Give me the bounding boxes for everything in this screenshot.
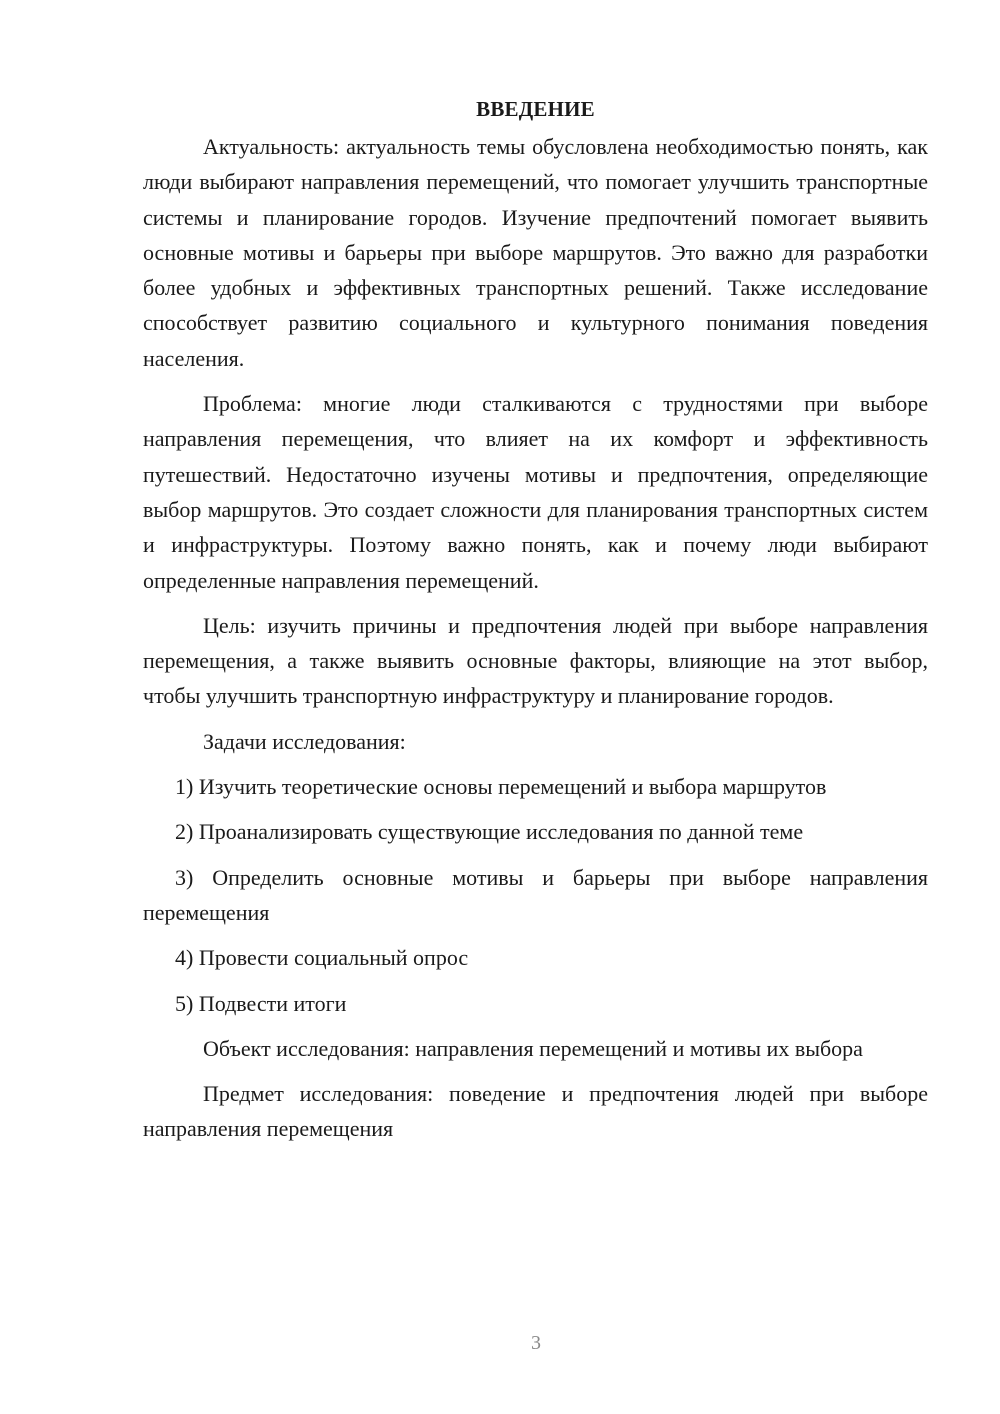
task-item-4: 4) Провести социальный опрос xyxy=(175,945,469,971)
paragraph-relevance: Актуальность: актуальность темы обусловлена необходимостью понять, как люди выбирают направления перемещений, что помогает улучшить транспортные системы и планирование городов. Изучение предпочтений помогает выявить основные мотивы и барьеры при выборе маршрутов. Это важно для разработки более удобных и эффективных транспортных решений. Также исследование способствует развитию социального и культурного понимания поведения населения. xyxy=(143,134,928,371)
paragraph-object: Объект исследования: направления перемещений и мотивы их выбора xyxy=(203,1035,863,1061)
task-item-5: 5) Подвести итоги xyxy=(175,990,347,1016)
task-item-3: 3) Определить основные мотивы и барьеры при выборе направления перемещения xyxy=(143,864,928,925)
paragraph-problem: Проблема: многие люди сталкиваются с трудностями при выборе направления перемещения, что влияет на их комфорт и эффективность путешествий. Недостаточно изучены мотивы и предпочтения, определяющие выбор маршрутов. Это создает сложности для планирования транспортных систем и инфраструктуры. Поэтому важно понять, как и почему люди выбирают определенные направления перемещений. xyxy=(143,391,928,593)
task-item-1: 1) Изучить теоретические основы перемещений и выбора маршрутов xyxy=(175,774,827,800)
page-number: 3 xyxy=(531,1332,541,1354)
paragraph-subject: Предмет исследования: поведение и предпочтения людей при выборе направления перемещения xyxy=(143,1081,928,1142)
section-title: ВВЕДЕНИЕ xyxy=(476,97,595,121)
page-body xyxy=(143,92,928,1157)
paragraph-goal: Цель: изучить причины и предпочтения людей при выборе направления перемещения, а также выявить основные факторы, влияющие на этот выбор, чтобы улучшить транспортную инфраструктуру и планирование городов. xyxy=(143,612,928,709)
tasks-list xyxy=(143,769,928,1021)
task-item-2: 2) Проанализировать существующие исследования по данной теме xyxy=(175,819,804,845)
tasks-heading: Задачи исследования: xyxy=(203,728,406,754)
